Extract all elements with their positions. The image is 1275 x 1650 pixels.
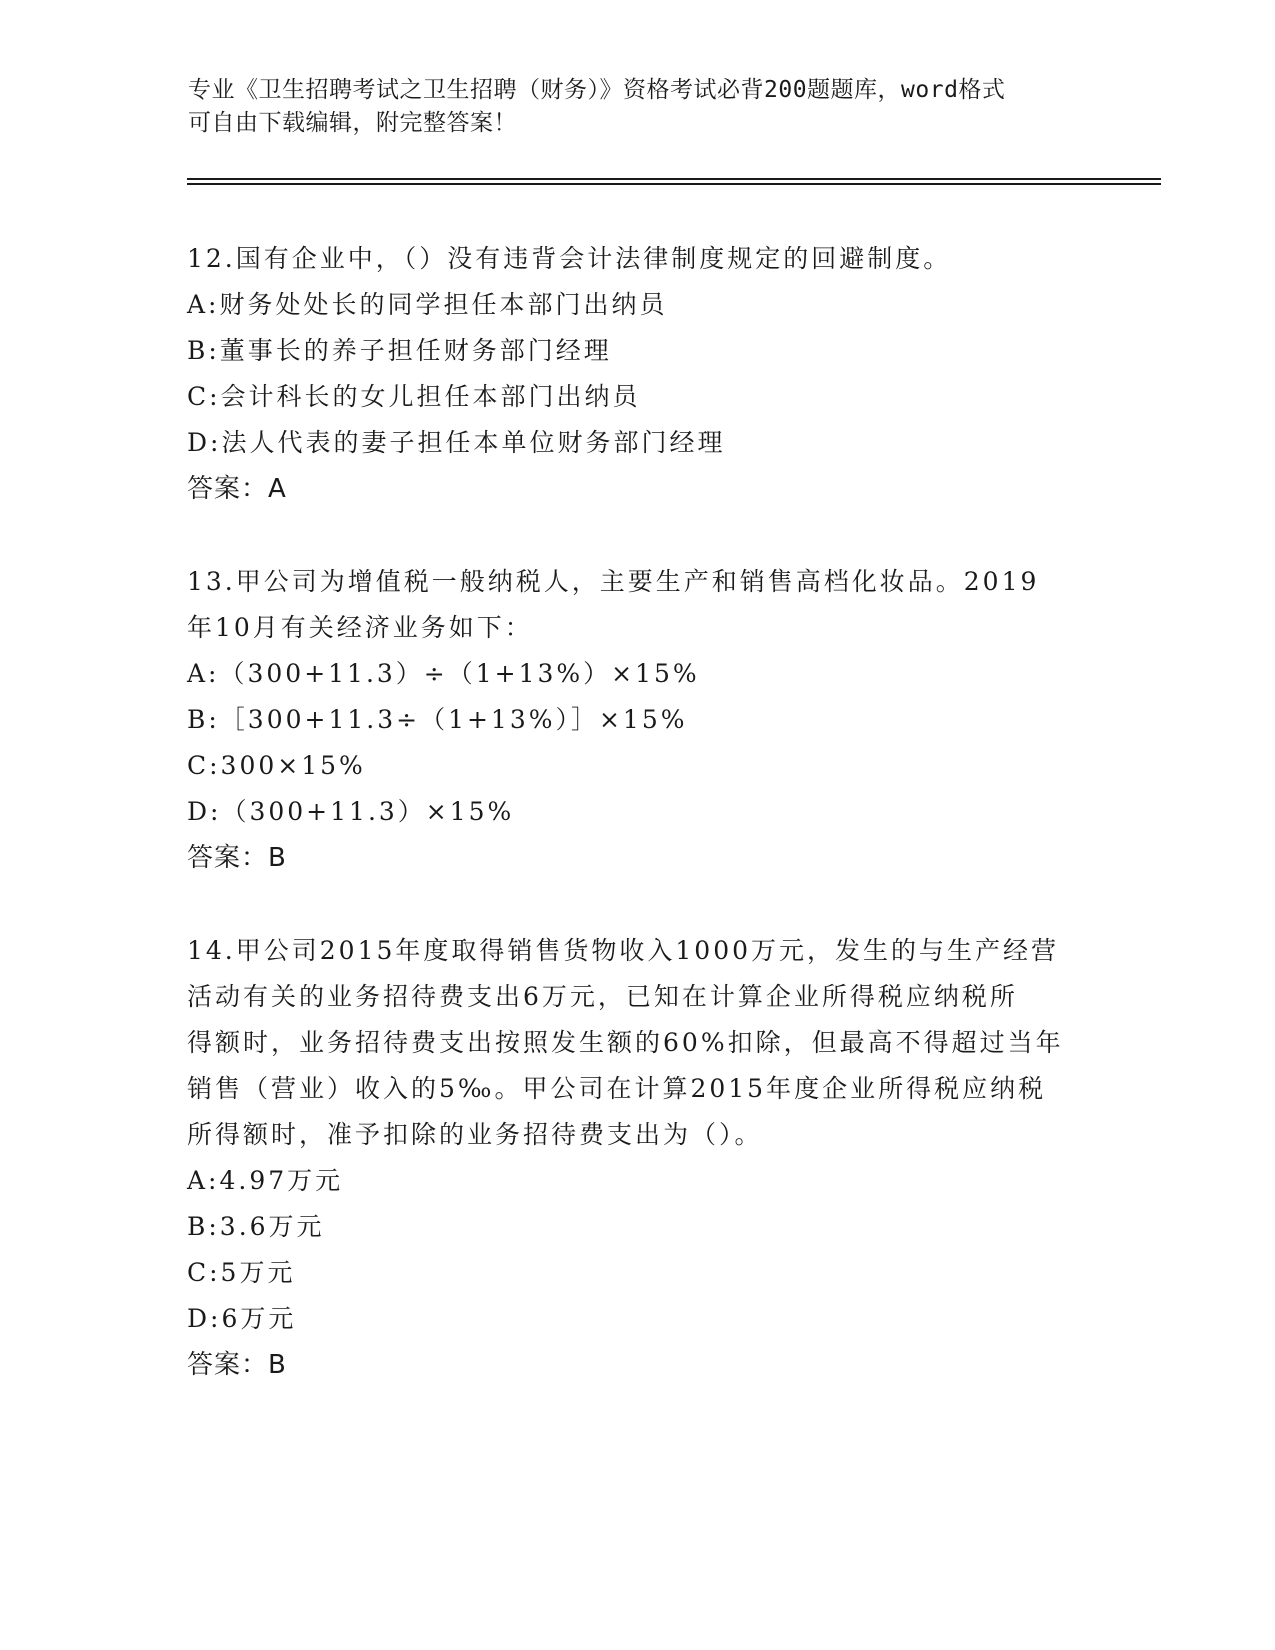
option-d: D:（300+11.3）×15% — [187, 797, 515, 826]
question-stem-line-1: 14.甲公司2015年度取得销售货物收入1000万元，发生的与生产经营 — [187, 936, 1060, 965]
option-c: C:会计科长的女儿担任本部门出纳员 — [187, 382, 641, 411]
header-line-1: 专业《卫生招聘考试之卫生招聘（财务）》资格考试必背200题题库，word格式 — [188, 77, 1006, 103]
question-stem-line-2: 活动有关的业务招待费支出6万元，已知在计算企业所得税应纳税所 — [187, 982, 1018, 1011]
header-line-2: 可自由下载编辑，附完整答案！ — [188, 110, 517, 136]
option-b: B:［300+11.3÷（1+13%）］×15% — [187, 705, 688, 734]
option-d: D:法人代表的妻子担任本单位财务部门经理 — [187, 428, 726, 457]
question-list — [187, 236, 1087, 1435]
header-divider-bottom — [187, 183, 1161, 185]
option-b: B:3.6万元 — [187, 1212, 325, 1241]
question-stem-line-5: 所得额时，准予扣除的业务招待费支出为（）。 — [187, 1120, 763, 1149]
question-14 — [187, 928, 1087, 1388]
question-13 — [187, 559, 1087, 881]
question-stem-line-3: 得额时，业务招待费支出按照发生额的60%扣除，但最高不得超过当年 — [187, 1028, 1064, 1057]
option-a: A:财务处处长的同学担任本部门出纳员 — [187, 290, 668, 319]
option-a: A:4.97万元 — [187, 1166, 344, 1195]
option-a: A:（300+11.3）÷（1+13%）×15% — [187, 659, 700, 688]
question-12 — [187, 236, 1087, 512]
option-c: C:5万元 — [187, 1258, 296, 1287]
option-b: B:董事长的养子担任财务部门经理 — [187, 336, 612, 365]
answer-label: 答案：B — [187, 843, 287, 873]
document-header — [188, 74, 1068, 140]
question-stem: 12.国有企业中，（）没有违背会计法律制度规定的回避制度。 — [187, 244, 952, 273]
question-stem-line-4: 销售（营业）收入的5‰。甲公司在计算2015年度企业所得税应纳税 — [187, 1074, 1047, 1103]
question-stem-line-2: 年10月有关经济业务如下： — [187, 613, 533, 642]
question-stem-line-1: 13.甲公司为增值税一般纳税人，主要生产和销售高档化妆品。2019 — [187, 567, 1040, 596]
option-c: C:300×15% — [187, 751, 366, 780]
answer-label: 答案：B — [187, 1350, 287, 1380]
option-d: D:6万元 — [187, 1304, 297, 1333]
answer-label: 答案：A — [187, 474, 287, 504]
header-divider-top — [187, 178, 1161, 180]
